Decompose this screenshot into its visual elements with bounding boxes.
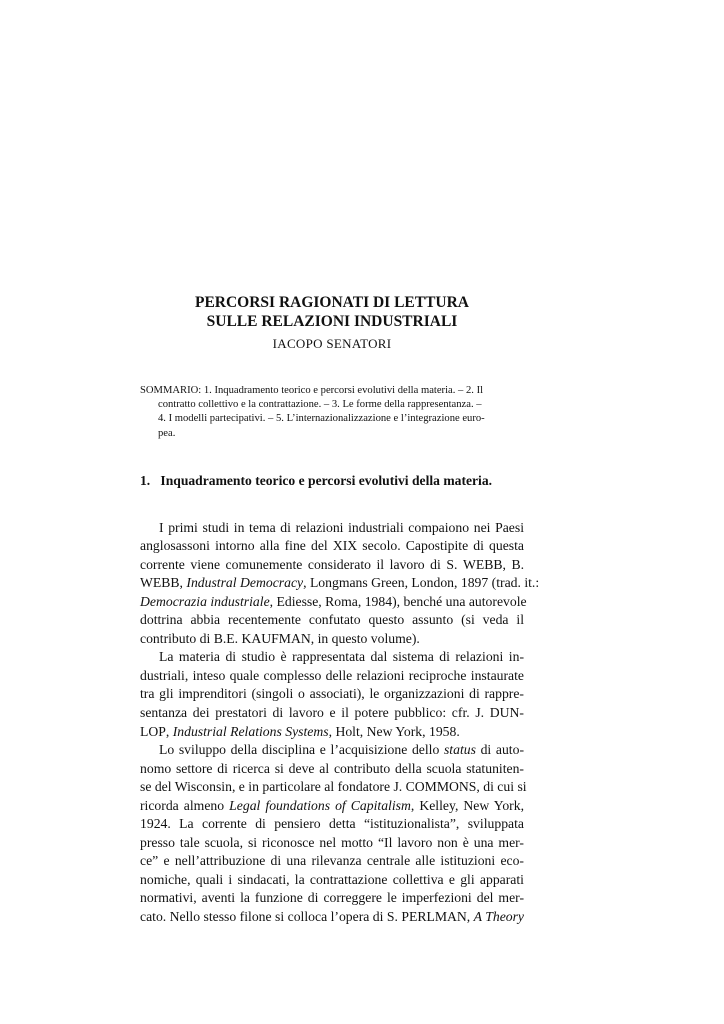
summary <box>140 384 524 441</box>
text-line: nomo settore di ricerca si deve al contributo della scuola statuniten- <box>140 760 524 776</box>
text-line: tra gli imprenditori (singoli o associati), le organizzazioni di rappre- <box>140 686 524 702</box>
title-line-2: SULLE RELAZIONI INDUSTRIALI <box>206 313 458 330</box>
title-line-1: PERCORSI RAGIONATI DI LETTURA <box>194 294 470 311</box>
text-line: Lo sviluppo della disciplina e l’acquisizione dello status di auto- <box>159 742 524 758</box>
author: IACOPO SENATORI <box>272 336 392 351</box>
body-text <box>140 500 540 927</box>
text-line: nomiche, quali i sindacati, la contrattazione collettiva e gli apparati <box>140 871 524 887</box>
text-line: anglosassoni intorno alla fine del XIX secolo. Capostipite di questa <box>140 538 524 554</box>
text-line: ricorda almeno Legal foundations of Capitalism, Kelley, New York, <box>140 797 524 813</box>
text-line: contributo di B.E. KAUFMAN, in questo volume). <box>140 630 420 646</box>
text-line: I primi studi in tema di relazioni industriali compaiono nei Paesi <box>159 519 524 535</box>
summary-label: SOMMARIO <box>140 385 199 396</box>
text-line: se del Wisconsin, e in particolare al fondatore J. COMMONS, di cui si <box>140 779 527 795</box>
section-title: Inquadramento teorico e percorsi evolutivi della materia. <box>160 473 493 488</box>
text-line: dustriali, inteso quale complesso delle relazioni reciproche instaurate <box>140 667 524 683</box>
summary-line: contratto collettivo e la contrattazione. – 3. Le forme della rappresentanza. – <box>158 399 482 411</box>
text-line: presso tale scuola, si riconosce nel motto “Il lavoro non è una mer- <box>140 834 524 850</box>
summary-line: 4. I modelli partecipativi. – 5. L’internazionalizzazione e l’integrazione euro- <box>158 413 485 425</box>
text-line: normativi, aventi la funzione di correggere le imperfezioni del mer- <box>140 890 524 906</box>
section-number: 1. <box>140 473 151 488</box>
text-line: corrente viene comunemente considerato il lavoro di S. WEBB, B. <box>140 556 524 572</box>
text-line: LOP, Industrial Relations Systems, Holt, New York, 1958. <box>140 723 460 739</box>
text-line: 1924. La corrente di pensiero detta “istituzionalista”, sviluppata <box>140 816 524 832</box>
section-heading <box>140 473 524 489</box>
summary-line <box>140 385 483 396</box>
text-line: dottrina abbia recentemente confutato questo assunto (si veda il <box>140 612 524 628</box>
text-line: ce” e nell’attribuzione di una rilevanza centrale alle istituzioni eco- <box>140 853 524 869</box>
summary-line: pea. <box>158 427 176 439</box>
text-line: sentanza dei prestatori di lavoro e il potere pubblico: cfr. J. DUN- <box>140 704 524 720</box>
text-line: WEBB, Industral Democracy, Longmans Green, London, 1897 (trad. it.: <box>140 575 540 591</box>
text-line: La materia di studio è rappresentata dal sistema di relazioni in- <box>159 649 524 665</box>
summary-text: : 1. Inquadramento teorico e percorsi evolutivi della materia. – 2. Il <box>198 385 484 396</box>
text-line: cato. Nello stesso filone si colloca l’opera di S. PERLMAN, A Theory <box>140 908 525 924</box>
text-line: Democrazia industriale, Ediesse, Roma, 1984), benché una autorevole <box>140 593 527 609</box>
